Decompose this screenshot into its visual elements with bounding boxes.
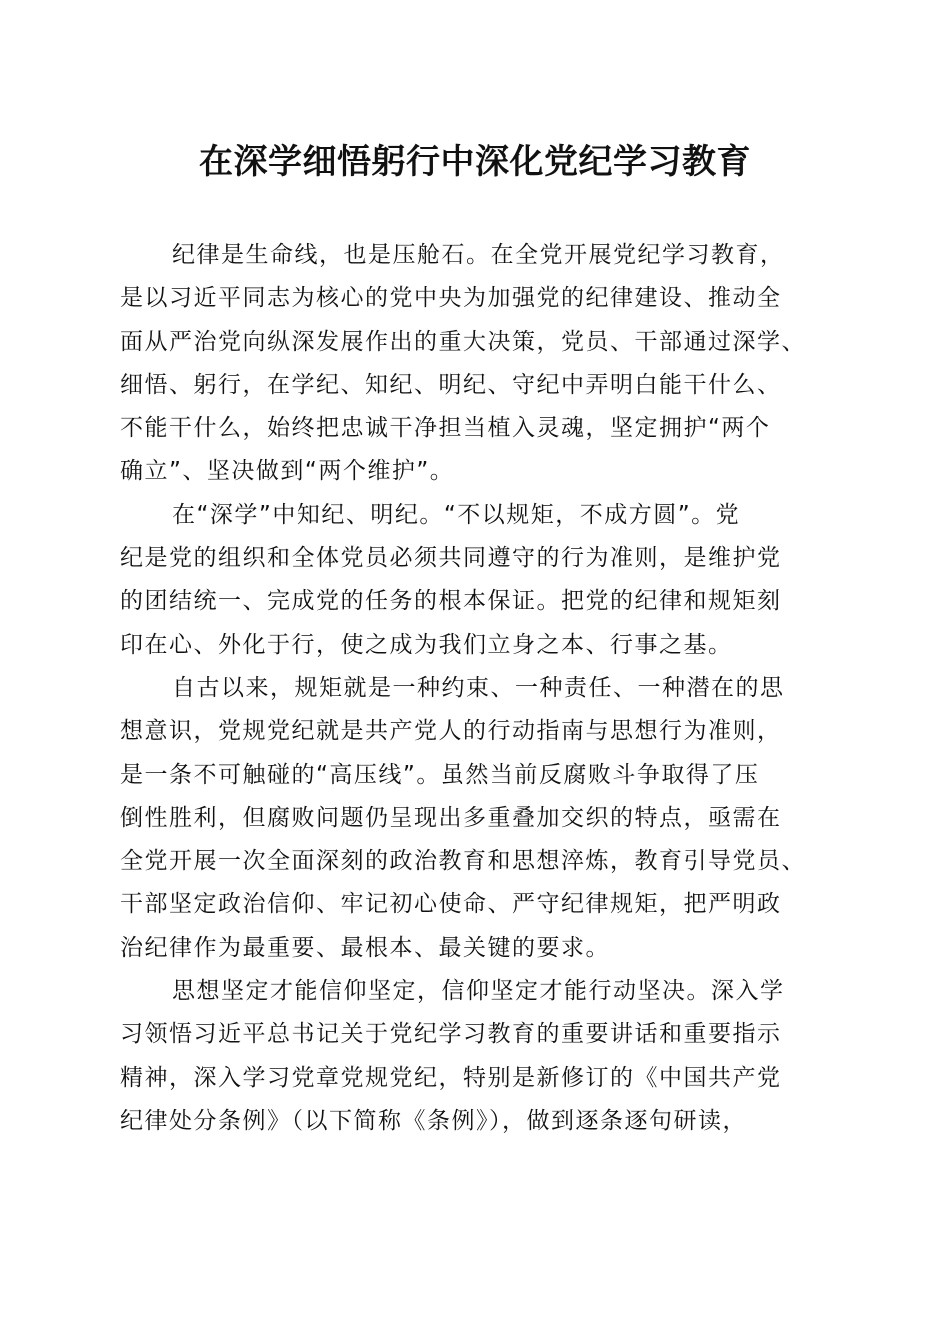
paragraph-2 — [120, 494, 840, 667]
text-line: 思想坚定才能信仰坚定，信仰坚定才能行动坚决。深入学 — [172, 978, 785, 1005]
text-line: 纪是党的组织和全体党员必须共同遵守的行为准则，是维护党 — [120, 545, 782, 572]
text-line: 确立”、坚决做到“两个维护”。 — [120, 458, 455, 485]
paragraph-4 — [120, 970, 840, 1143]
text-line: 不能干什么，始终把忠诚干净担当植入灵魂，坚定拥护“两个 — [120, 415, 771, 442]
text-line: 是一条不可触碰的“高压线”。虽然当前反腐败斗争取得了压 — [120, 761, 760, 788]
paragraph-1 — [120, 234, 840, 494]
text-line: 的团结统一、完成党的任务的根本保证。把党的纪律和规矩刻 — [120, 588, 782, 615]
text-line: 精神，深入学习党章党规党纪，特别是新修订的《中国共产党 — [120, 1064, 782, 1091]
paragraph-3 — [120, 667, 840, 970]
text-line: 自古以来，规矩就是一种约束、一种责任、一种潜在的思 — [172, 674, 785, 701]
text-line: 全党开展一次全面深刻的政治教育和思想淬炼，教育引导党员、 — [120, 848, 806, 875]
text-line: 细悟、躬行，在学纪、知纪、明纪、守纪中弄明白能干什么、 — [120, 371, 782, 398]
text-line: 纪律处分条例》（以下简称《条例》），做到逐条逐句研读， — [120, 1107, 747, 1134]
document-body — [120, 234, 840, 1143]
text-line: 治纪律作为最重要、最根本、最关键的要求。 — [120, 934, 610, 961]
text-line: 在“深学”中知纪、明纪。“不以规矩，不成方圆”。党 — [172, 501, 741, 528]
document-title: 在深学细悟躬行中深化党纪学习教育 — [199, 142, 751, 182]
text-line: 干部坚定政治信仰、牢记初心使命、严守纪律规矩，把严明政 — [120, 891, 782, 918]
text-line: 面从严治党向纵深发展作出的重大决策，党员、干部通过深学、 — [120, 328, 806, 355]
text-line: 纪律是生命线，也是压舱石。在全党开展党纪学习教育， — [172, 242, 785, 268]
text-line: 印在心、外化于行，使之成为我们立身之本、行事之基。 — [120, 631, 733, 658]
text-line: 是以习近平同志为核心的党中央为加强党的纪律建设、推动全 — [120, 285, 782, 312]
text-line: 想意识，党规党纪就是共产党人的行动指南与思想行为准则， — [120, 718, 782, 745]
text-line: 习领悟习近平总书记关于党纪学习教育的重要讲话和重要指示 — [120, 1021, 782, 1048]
text-line: 倒性胜利，但腐败问题仍呈现出多重叠加交织的特点，亟需在 — [120, 804, 782, 831]
